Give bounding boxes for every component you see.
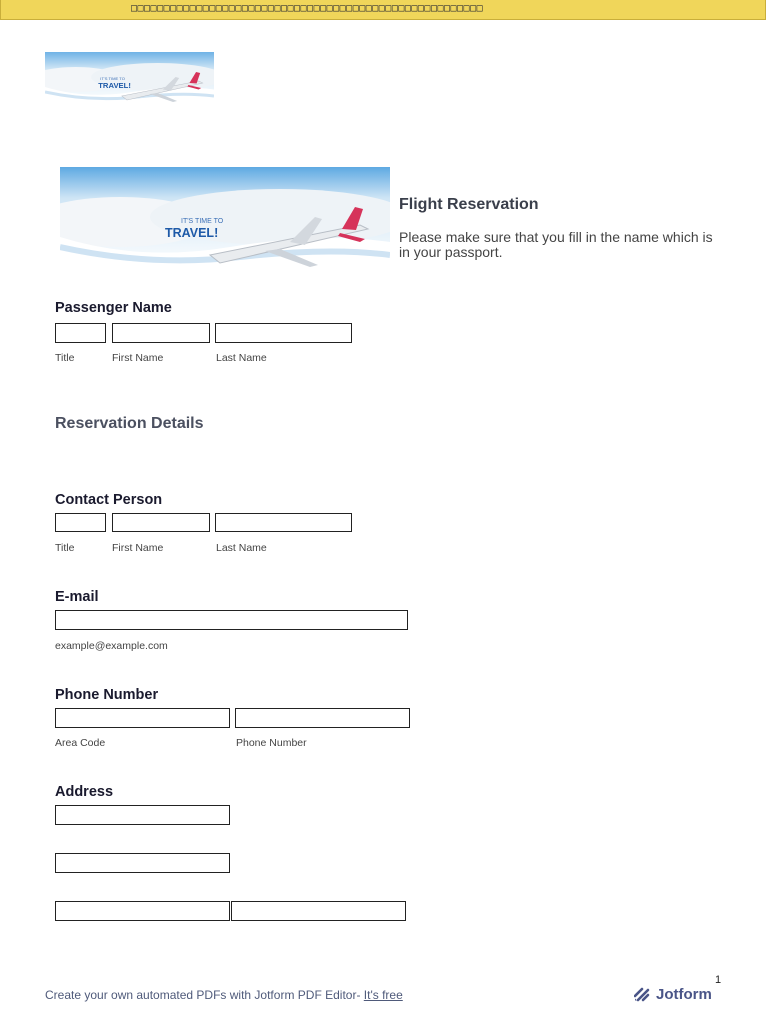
passenger-title-sublabel: Title <box>55 352 75 364</box>
jotform-icon <box>634 987 651 1002</box>
contact-first-name-field[interactable] <box>112 513 210 532</box>
banner-tagline-big: TRAVEL! <box>98 81 131 90</box>
footer-promo-text: Create your own automated PDFs with Jotform PDF Editor- <box>45 988 364 1002</box>
passenger-last-name-sublabel: Last Name <box>216 352 267 364</box>
passenger-name-label: Passenger Name <box>55 300 172 316</box>
address-label: Address <box>55 784 114 800</box>
phone-number-sublabel: Phone Number <box>236 737 307 749</box>
phone-number-label: Phone Number <box>55 687 159 703</box>
form-travel-image <box>60 167 390 271</box>
reservation-details-heading: Reservation Details <box>55 415 204 432</box>
contact-last-name-field[interactable] <box>215 513 352 532</box>
banner-tagline-small: IT'S TIME TO <box>100 76 125 81</box>
page-number: 1 <box>715 974 722 986</box>
jotform-logo <box>634 986 712 1003</box>
banner-tagline-small: IT'S TIME TO <box>181 218 224 225</box>
banner-tagline-big: TRAVEL! <box>165 226 219 240</box>
area-code-field[interactable] <box>55 708 230 728</box>
contact-title-field[interactable] <box>55 513 106 532</box>
contact-first-name-sublabel: First Name <box>112 542 164 554</box>
contact-person-label: Contact Person <box>55 492 163 508</box>
address-line1-field[interactable] <box>55 805 230 825</box>
passenger-first-name-field[interactable] <box>112 323 210 343</box>
address-city-field[interactable] <box>55 901 230 921</box>
top-banner-bar <box>0 0 766 20</box>
its-free-link[interactable]: It's free <box>363 988 403 1002</box>
email-sublabel: example@example.com <box>55 640 168 652</box>
contact-last-name-sublabel: Last Name <box>216 542 267 554</box>
header-travel-image <box>45 52 214 104</box>
top-banner-text: □□□□□□□□□□□□□□□□□□□□□□□□□□□□□□□□□□□□□□□□□□□□□□□□□□□□□□ <box>131 3 484 14</box>
jotform-brand-text: Jotform <box>656 986 712 1003</box>
passenger-title-field[interactable] <box>55 323 106 343</box>
footer-promo <box>45 988 403 1002</box>
email-label: E-mail <box>55 589 99 605</box>
form-description: Please make sure that you fill in the name which is in your passport. <box>399 229 713 260</box>
passenger-last-name-field[interactable] <box>215 323 352 343</box>
form-title: Flight Reservation <box>399 196 539 213</box>
area-code-sublabel: Area Code <box>55 737 106 749</box>
email-field[interactable] <box>55 610 408 630</box>
phone-number-field[interactable] <box>235 708 410 728</box>
address-line2-field[interactable] <box>55 853 230 873</box>
passenger-first-name-sublabel: First Name <box>112 352 164 364</box>
contact-title-sublabel: Title <box>55 542 75 554</box>
address-state-field[interactable] <box>231 901 406 921</box>
